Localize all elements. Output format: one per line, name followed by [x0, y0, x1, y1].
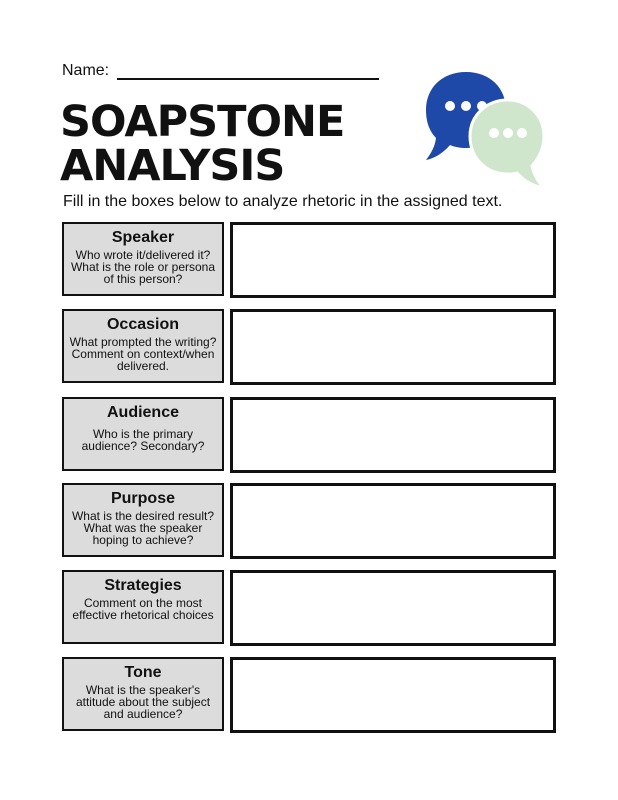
- section-audience: [62, 397, 556, 471]
- section-title: Strategies: [104, 577, 182, 594]
- section-title: Purpose: [110, 490, 175, 507]
- page-title: [60, 97, 345, 191]
- section-title: Speaker: [111, 229, 175, 246]
- section-purpose: [62, 483, 556, 557]
- instructions: Fill in the boxes below to analyze rhetoric in the assigned text.: [63, 193, 503, 210]
- purpose-answer-box[interactable]: [230, 483, 556, 559]
- section-label-box: [62, 397, 224, 471]
- section-speaker: [62, 222, 556, 296]
- section-label-box: [62, 483, 224, 557]
- section-description: What is the speaker's attitude about the subject and audience?: [75, 683, 211, 721]
- title-line-1: SOAPSTONE: [60, 97, 345, 147]
- section-strategies: [62, 570, 556, 644]
- name-label: Name:: [62, 62, 110, 79]
- section-description: Who is the primary audience? Secondary?: [81, 427, 205, 453]
- title-line-2: ANALYSIS: [60, 141, 285, 191]
- section-description: Comment on the most effective rhetorical choices: [72, 596, 214, 622]
- section-label-box: [62, 657, 224, 731]
- section-description: What prompted the writing? Comment on context/when delivered.: [69, 335, 217, 373]
- section-title: Occasion: [106, 316, 180, 333]
- section-label-box: [62, 222, 224, 296]
- speaker-answer-box[interactable]: [230, 222, 556, 298]
- name-field[interactable]: [117, 60, 379, 80]
- section-label-box: [62, 309, 224, 383]
- section-description: Who wrote it/delivered it? What is the role or persona of this person?: [70, 248, 216, 286]
- name-row: [62, 60, 379, 80]
- section-title: Tone: [124, 664, 162, 681]
- audience-answer-box[interactable]: [230, 397, 556, 473]
- speech-bubbles-icon: [420, 70, 550, 192]
- occasion-answer-box[interactable]: [230, 309, 556, 385]
- section-label-box: [62, 570, 224, 644]
- section-title: Audience: [106, 404, 179, 421]
- section-tone: [62, 657, 556, 731]
- section-occasion: [62, 309, 556, 383]
- section-description: What is the desired result? What was the speaker hoping to achieve?: [71, 509, 215, 547]
- tone-answer-box[interactable]: [230, 657, 556, 733]
- strategies-answer-box[interactable]: [230, 570, 556, 646]
